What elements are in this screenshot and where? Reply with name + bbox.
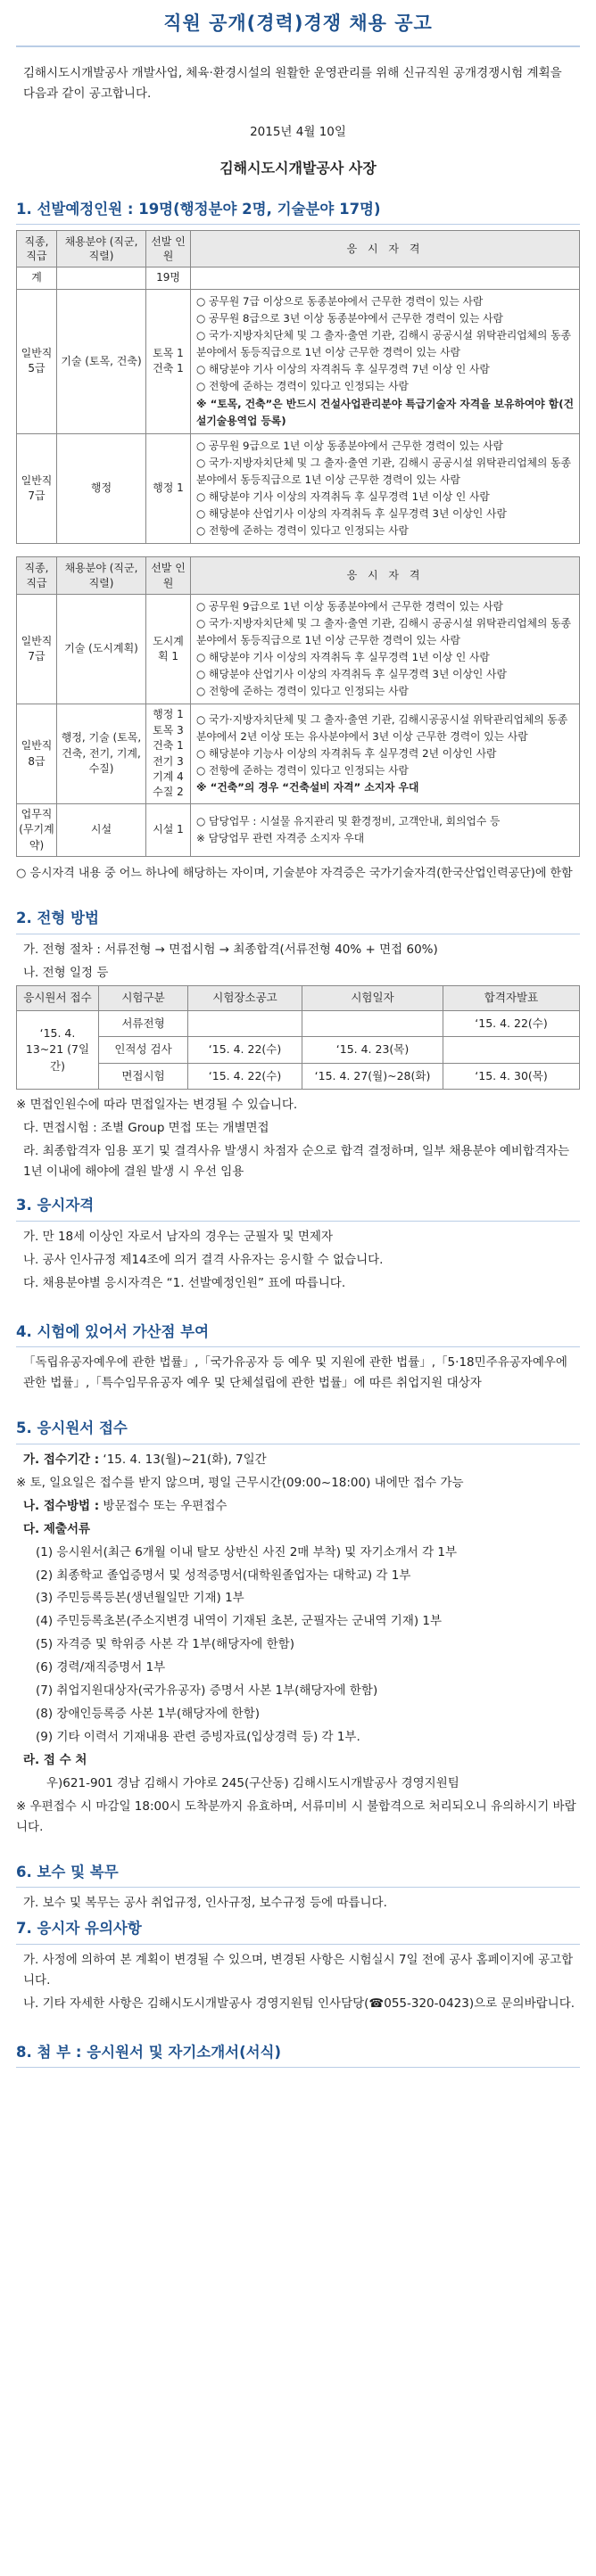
section-divider [16, 1346, 580, 1347]
table-row: ‘15. 4. 13~21 (7일간) 서류전형 ‘15. 4. 22(수) [17, 1011, 580, 1037]
section-divider [16, 224, 580, 225]
intro-text: 김해시도시개발공사 개발사업, 체육·환경시설의 원활한 운영관리를 위해 신규직원 공개경쟁시험 계획을 다음과 같이 공고합니다. [23, 65, 562, 102]
table-row [17, 594, 580, 704]
row-quals: ○ 공무원 7급 이상으로 동종분야에서 근무한 경력이 있는 사람 ○ 공무원 8급으로 3년 이상 동종분야에서 근무한 경력이 있는 사람 ○ 국가·지방자치단체 및 그 출자·출연 기관, 김해시 공공시설 위탁관리업체의 동종분야에서 동등직급으로 1년 이상 근무한 경력이 있는 사람 ○ 해당분야 기사 이상의 자격취득 후 실무경력 7년 이상 인 사람 ○ 전항에 준하는 경력이 있다고 인정되는 사람 ※ “토목, 건축”은 반드시 건설사업관리분야 특급기술자 자격을 보유하여야 함(건설기술용역업 등록) [191, 289, 580, 433]
interview-note: ※ 면접인원수에 따라 면접일자는 변경될 수 있습니다. [16, 1097, 298, 1112]
issuer-name: 김해시도시개발공사 사장 [219, 159, 377, 177]
final-hire-note: 라. 최종합격자 임용 포기 및 결격사유 발생시 차점자 순으로 합격 결정하며, 일부 채용분야 예비합격자는 1년 이내에 해야에 결원 발생 시 우선 임용 [23, 1143, 570, 1179]
row-field: 행정, 기술 (토목, 건축, 전기, 기계, 수질) [57, 704, 146, 803]
screening-procedure: 가. 전형 절차 : 서류전형 → 면접시험 → 최종합격(서류전형 40% + 면접 60%) [23, 942, 438, 957]
eligibility-item: 나. 공사 인사규정 제14조에 의거 결격 사유자는 응시할 수 없습니다. [23, 1252, 384, 1267]
section-divider [16, 1887, 580, 1888]
title-divider [16, 45, 580, 47]
section-divider [16, 1944, 580, 1945]
total-count: 19명 [146, 267, 191, 289]
document-item: (1) 응시원서(최근 6개월 이내 탈모 상반신 사진 2매 부착) 및 자기소개서 각 1부 [36, 1544, 458, 1560]
announcement-date: 2015년 4월 10일 [250, 124, 346, 139]
application-weekend-note: ※ 토, 일요일은 접수를 받지 않으며, 평일 근무시간(09:00~18:00) 내에만 접수 가능 [16, 1475, 464, 1490]
row-grade: 일반직 7급 [17, 594, 57, 704]
row-field: 시설 [57, 803, 146, 856]
eligibility-item: 가. 만 18세 이상인 자로서 남자의 경우는 군필자 및 면제자 [23, 1230, 333, 1245]
section-5-title: 5. 응시원서 접수 [16, 1420, 128, 1437]
row-quals: ○ 공무원 9급으로 1년 이상 동종분야에서 근무한 경력이 있는 사람 ○ 국가·지방자치단체 및 그 출자·출연 기관, 김해시 공공시설 위탁관리업체의 동종분야에서 동등직급으로 1년 이상 근무한 경력이 있는 사람 ○ 해당분야 기사 이상의 자격취득 후 실무경력 1년 이상 인 사람 ○ 해당분야 산업기사 이상의 자격취득 후 실무경력 3년 이상인 사람 ○ 전항에 준하는 경력이 있다고 인정되는 사람 [191, 433, 580, 544]
col-grade-header: 직종, 직급 [17, 557, 57, 594]
section-divider [16, 2067, 580, 2068]
schedule-label: 나. 전형 일정 등 [23, 965, 109, 980]
document-item: (3) 주민등록등본(생년월일만 기재) 1부 [36, 1591, 244, 1606]
row-field: 기술 (토목, 건축) [57, 289, 146, 433]
row-field: 기술 (도시계획) [57, 594, 146, 704]
eligibility-item: 다. 채용분야별 응시자격은 “1. 선발예정인원” 표에 따릅니다. [23, 1275, 346, 1290]
total-label: 계 [17, 267, 57, 289]
row-count: 토목 1 건축 1 [146, 289, 191, 433]
table-row: 인적성 검사 ‘15. 4. 22(수) ‘15. 4. 23(목) [17, 1037, 580, 1063]
document-item: (8) 장애인등록증 사본 1부(해당자에 한함) [36, 1707, 261, 1722]
documents-label: 다. 제출서류 [23, 1521, 91, 1536]
contact-text: 나. 기타 자세한 사항은 김해시도시개발공사 경영지원팀 인사담당(☎055-320-0423)으로 문의바랍니다. [23, 1996, 575, 2011]
document-item: (2) 최종학교 졸업증명서 및 성적증명서(대학원졸업자는 대학교) 각 1부 [36, 1568, 411, 1583]
pay-text: 가. 보수 및 복무는 공사 취업규정, 인사규정, 보수규정 등에 따릅니다. [23, 1896, 387, 1911]
col-apply-header: 응시원서 접수 [17, 986, 99, 1011]
recruitment-table-2 [16, 556, 580, 857]
document-item: (4) 주민등록초본(주소지변경 내역이 기재된 초본, 군필자는 군내역 기재) 1부 [36, 1614, 443, 1629]
row-grade: 일반직 7급 [17, 433, 57, 544]
section-2-title: 2. 전형 방법 [16, 909, 99, 927]
col-kind-header: 시험구분 [99, 986, 188, 1011]
row-grade: 일반직 8급 [17, 704, 57, 803]
section-8-title[interactable]: 8. 첨 부 : 응시원서 및 자기소개서(서식) [16, 2043, 282, 2061]
document-item: (5) 자격증 및 학위증 사본 각 1부(해당자에 한함) [36, 1637, 294, 1652]
application-period: ‘15. 4. 13~21 (7일간) [17, 1011, 99, 1089]
col-qual-header: 응 시 자 격 [191, 231, 580, 267]
bonus-points-text: 「독립유공자예우에 관한 법률」,「국가유공자 등 예우 및 지원에 관한 법률」,「5·18민주유공자예우에 관한 법률」,「특수임무유공자 예우 및 단체설립에 관한 법률」에 따른 취업지원 대상자 [23, 1355, 567, 1391]
col-field-header: 채용분야 (직군, 직렬) [57, 557, 146, 594]
application-period-line: 가. 접수기간 : ‘15. 4. 13(월)~21(화), 7일간 [23, 1452, 267, 1467]
document-item: (7) 취업지원대상자(국가유공자) 증명서 사본 1부(해당자에 한함) [36, 1683, 378, 1699]
section-1-title: 1. 선발예정인원 : 19명(행정분야 2명, 기술분야 17명) [16, 200, 381, 218]
col-qual-header: 응 시 자 격 [191, 557, 580, 594]
submission-address: 우)621-901 경남 김해시 가야로 245(구산동) 김해시도시개발공사 경영지원팀 [46, 1775, 459, 1790]
document-item: (6) 경력/재직증명서 1부 [36, 1660, 166, 1675]
row-count: 도시계획 1 [146, 594, 191, 704]
row-quals: ○ 공무원 9급으로 1년 이상 동종분야에서 근무한 경력이 있는 사람 ○ 국가·지방자치단체 및 그 출자·출연 기관, 김해시 공공시설 위탁관리업체의 동종분야에서 동등직급으로 1년 이상 근무한 경력이 있는 사람 ○ 해당분야 기사 이상의 자격취득 후 실무경력 1년 이상 인 사람 ○ 해당분야 산업기사 이상의 자격취득 후 실무경력 3년 이상인 사람 ○ 전항에 준하는 경력이 있다고 인정되는 사람 [191, 594, 580, 704]
document-item: (9) 기타 이력서 기재내용 관련 증빙자료(입상경력 등) 각 1부. [36, 1730, 360, 1745]
application-method-line: 나. 접수방법 : 방문접수 또는 우편접수 [23, 1498, 228, 1513]
row-grade: 업무직 (무기계약) [17, 803, 57, 856]
col-result-header: 합격자발표 [443, 986, 580, 1011]
recruitment-table-1 [16, 230, 580, 544]
row-grade: 일반직 5급 [17, 289, 57, 433]
row-count: 행정 1 토목 3 건축 1 전기 3 기계 4 수질 2 [146, 704, 191, 803]
table-row [17, 433, 580, 544]
mail-deadline-note: ※ 우편접수 시 마감일 18:00시 도착분까지 유효하며, 서류미비 시 불합격으로 처리되오니 유의하시기 바랍니다. [16, 1798, 576, 1834]
table-row: 면접시험 ‘15. 4. 22(수) ‘15. 4. 27(월)~28(화) ‘15. 4. 30(목) [17, 1063, 580, 1089]
section-divider [16, 1221, 580, 1222]
submission-place-label: 라. 접 수 처 [23, 1753, 87, 1768]
page-title: 직원 공개(경력)경쟁 채용 공고 [163, 12, 433, 34]
col-date-header: 시험일자 [302, 986, 443, 1011]
section-3-title: 3. 응시자격 [16, 1197, 95, 1214]
row-quals: ○ 국가·지방자치단체 및 그 출자·출연 기관, 김해시공공시설 위탁관리업체의 동종분야에서 2년 이상 또는 유사분야에서 3년 이상 근무한 경력이 있는 사람 ○ 해당분야 기능사 이상의 자격취득 후 실무경력 2년 이상인 사람 ○ 전항에 준하는 경력이 있다고 인정되는 사람 ※ “건축”의 경우 “건축설비 자격” 소지자 우대 [191, 704, 580, 803]
notice-change-text: 가. 사정에 의하여 본 계획이 변경될 수 있으며, 변경된 사항은 시험실시 7일 전에 공사 홈페이지에 공고합니다. [23, 1952, 574, 1988]
section-4-title: 4. 시험에 있어서 가산점 부여 [16, 1322, 210, 1340]
col-count-header: 선발 인원 [146, 557, 191, 594]
row-count: 행정 1 [146, 433, 191, 544]
schedule-table [16, 985, 580, 1089]
section-7-title: 7. 응시자 유의사항 [16, 1920, 142, 1938]
col-count-header: 선발 인원 [146, 231, 191, 267]
row-count: 시설 1 [146, 803, 191, 856]
col-grade-header: 직종, 직급 [17, 231, 57, 267]
col-field-header: 채용분야 (직군, 직렬) [57, 231, 146, 267]
section-6-title: 6. 보수 및 복무 [16, 1863, 119, 1881]
col-notice-header: 시험장소공고 [188, 986, 302, 1011]
interview-method: 다. 면접시험 : 조별 Group 면접 또는 개별면접 [23, 1120, 269, 1135]
section-1-note: ○ 응시자격 내용 중 어느 하나에 해당하는 자이며, 기술분야 자격증은 국가기술자격(한국산업인력공단)에 한함 [16, 866, 573, 880]
table-row [17, 289, 580, 433]
table-row [17, 803, 580, 856]
row-field: 행정 [57, 433, 146, 544]
table-row [17, 704, 580, 803]
row-quals: ○ 담당업무 : 시설물 유지관리 및 환경정비, 고객안내, 회의업수 등 ※ 담당업무 관련 자격증 소지자 우대 [191, 803, 580, 856]
